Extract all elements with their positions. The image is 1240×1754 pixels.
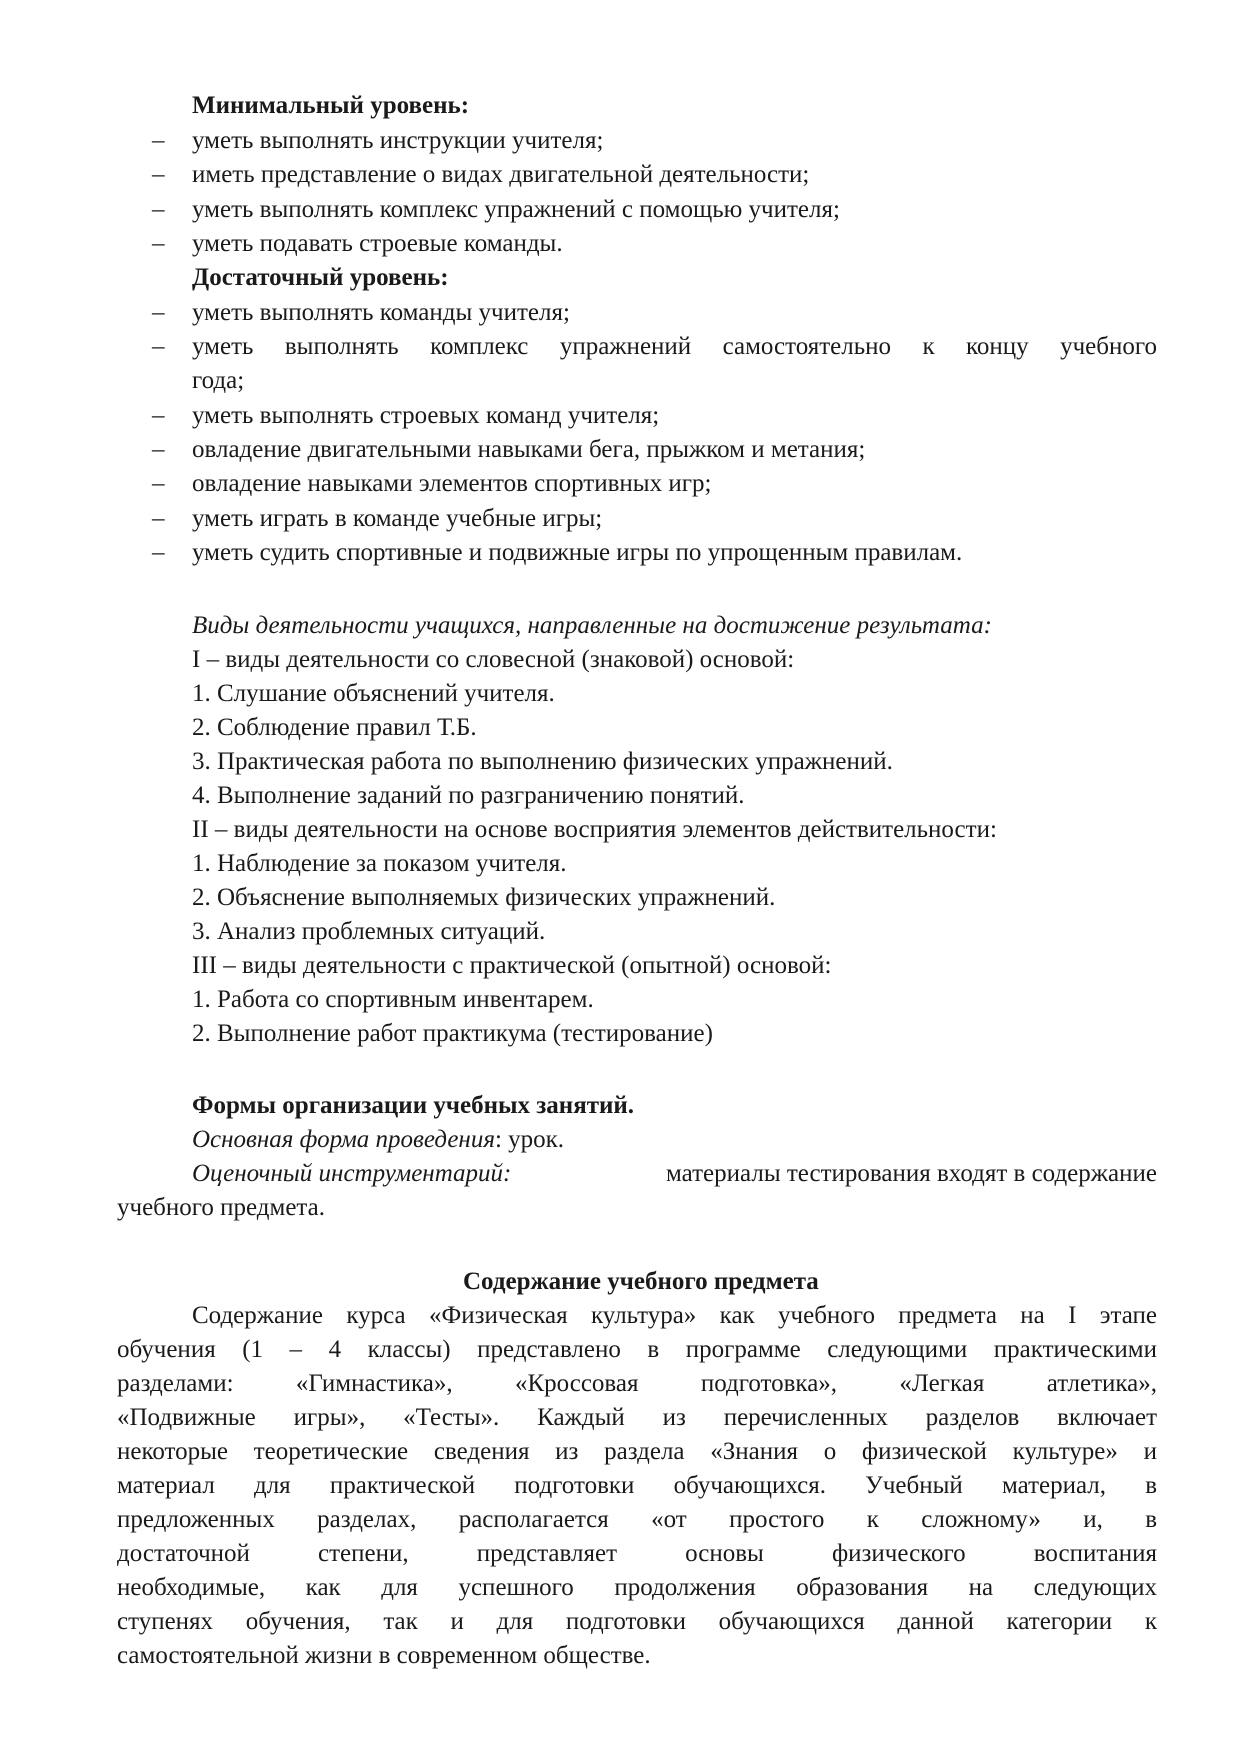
paragraph-line: материал для практической подготовки обучающихся. Учебный материал, в — [117, 1472, 1157, 1499]
list-item: уметь подавать строевые команды. — [192, 230, 563, 257]
list-bullet: – — [152, 230, 165, 257]
list-bullet: – — [152, 161, 165, 188]
activities-item: 2. Объяснение выполняемых физических упражнений. — [192, 884, 776, 911]
activities-item: 1. Наблюдение за показом учителя. — [192, 850, 567, 877]
list-item: иметь представление о видах двигательной деятельности; — [192, 161, 810, 188]
list-item: уметь выполнять строевых команд учителя; — [192, 402, 660, 429]
activities-group-heading: III – виды деятельности с практической (опытной) основой: — [192, 952, 832, 979]
list-bullet: – — [152, 470, 165, 497]
activities-item: 3. Анализ проблемных ситуаций. — [192, 918, 546, 945]
paragraph-line: достаточной степени, представляет основы физического воспитания — [117, 1540, 1157, 1567]
paragraph-line: «Подвижные игры», «Тесты». Каждый из перечисленных разделов включает — [117, 1404, 1157, 1431]
list-item-line: уметь выполнять комплекс упражнений самостоятельно к концу учебного — [192, 333, 1157, 360]
list-item-continuation: года; — [192, 367, 245, 394]
list-item: овладение двигательными навыками бега, прыжком и метания; — [192, 436, 866, 463]
forms-heading: Формы организации учебных занятий. — [192, 1092, 635, 1119]
activities-item: 3. Практическая работа по выполнению физических упражнений. — [192, 748, 893, 775]
list-item: овладение навыками элементов спортивных игр; — [192, 470, 712, 497]
paragraph-line: предложенных разделах, располагается «от простого к сложному» и, в — [117, 1506, 1157, 1533]
activities-item: 1. Работа со спортивным инвентарем. — [192, 986, 594, 1013]
list-item: уметь выполнять комплекс упражнений с помощью учителя; — [192, 196, 840, 223]
activities-item: 1. Слушание объяснений учителя. — [192, 680, 555, 707]
activities-item: 2. Соблюдение правил Т.Б. — [192, 714, 477, 741]
paragraph-line: Содержание курса «Физическая культура» как учебного предмета на I этапе — [192, 1302, 1157, 1329]
activities-title: Виды деятельности учащихся, направленные на достижение результата: — [192, 612, 992, 639]
list-bullet: – — [152, 299, 165, 326]
content-heading: Содержание учебного предмета — [463, 1268, 819, 1295]
list-item: уметь выполнять команды учителя; — [192, 299, 570, 326]
activities-item: 4. Выполнение заданий по разграничению понятий. — [192, 782, 745, 809]
tools-label: Оценочный инструментарий: — [192, 1160, 512, 1187]
sufficient-level-heading: Достаточный уровень: — [192, 264, 449, 291]
main-form-value: : урок. — [494, 1126, 565, 1153]
main-form-line — [192, 1126, 564, 1154]
list-bullet: – — [152, 539, 165, 566]
minimal-level-heading: Минимальный уровень: — [192, 92, 470, 119]
list-bullet: – — [152, 402, 165, 429]
paragraph-line: обучения (1 – 4 классы) представлено в программе следующими практическими — [117, 1336, 1157, 1363]
paragraph-last-line: самостоятельной жизни в современном обществе. — [117, 1642, 651, 1669]
list-item: уметь выполнять инструкции учителя; — [192, 127, 604, 154]
tools-value: материалы тестирования входят в содержание — [666, 1160, 1157, 1187]
list-item: уметь играть в команде учебные игры; — [192, 505, 603, 532]
list-bullet: – — [152, 333, 165, 360]
activities-item: 2. Выполнение работ практикума (тестирование) — [192, 1020, 713, 1047]
tools-line — [192, 1160, 1157, 1188]
list-item: уметь судить спортивные и подвижные игры по упрощенным правилам. — [192, 539, 963, 566]
tools-value-continuation: учебного предмета. — [117, 1194, 326, 1221]
paragraph-line: разделами: «Гимнастика», «Кроссовая подготовка», «Легкая атлетика», — [117, 1370, 1157, 1397]
paragraph-line: ступенях обучения, так и для подготовки обучающихся данной категории к — [117, 1608, 1157, 1635]
list-bullet: – — [152, 505, 165, 532]
activities-group-heading: I – виды деятельности со словесной (знаковой) основой: — [192, 646, 795, 673]
activities-group-heading: II – виды деятельности на основе восприятия элементов действительности: — [192, 816, 997, 843]
main-form-label: Основная форма проведения — [192, 1126, 495, 1153]
paragraph-line: необходимые, как для успешного продолжения образования на следующих — [117, 1574, 1157, 1601]
list-bullet: – — [152, 436, 165, 463]
list-bullet: – — [152, 127, 165, 154]
list-bullet: – — [152, 196, 165, 223]
paragraph-line: некоторые теоретические сведения из раздела «Знания о физической культуре» и — [117, 1438, 1157, 1465]
